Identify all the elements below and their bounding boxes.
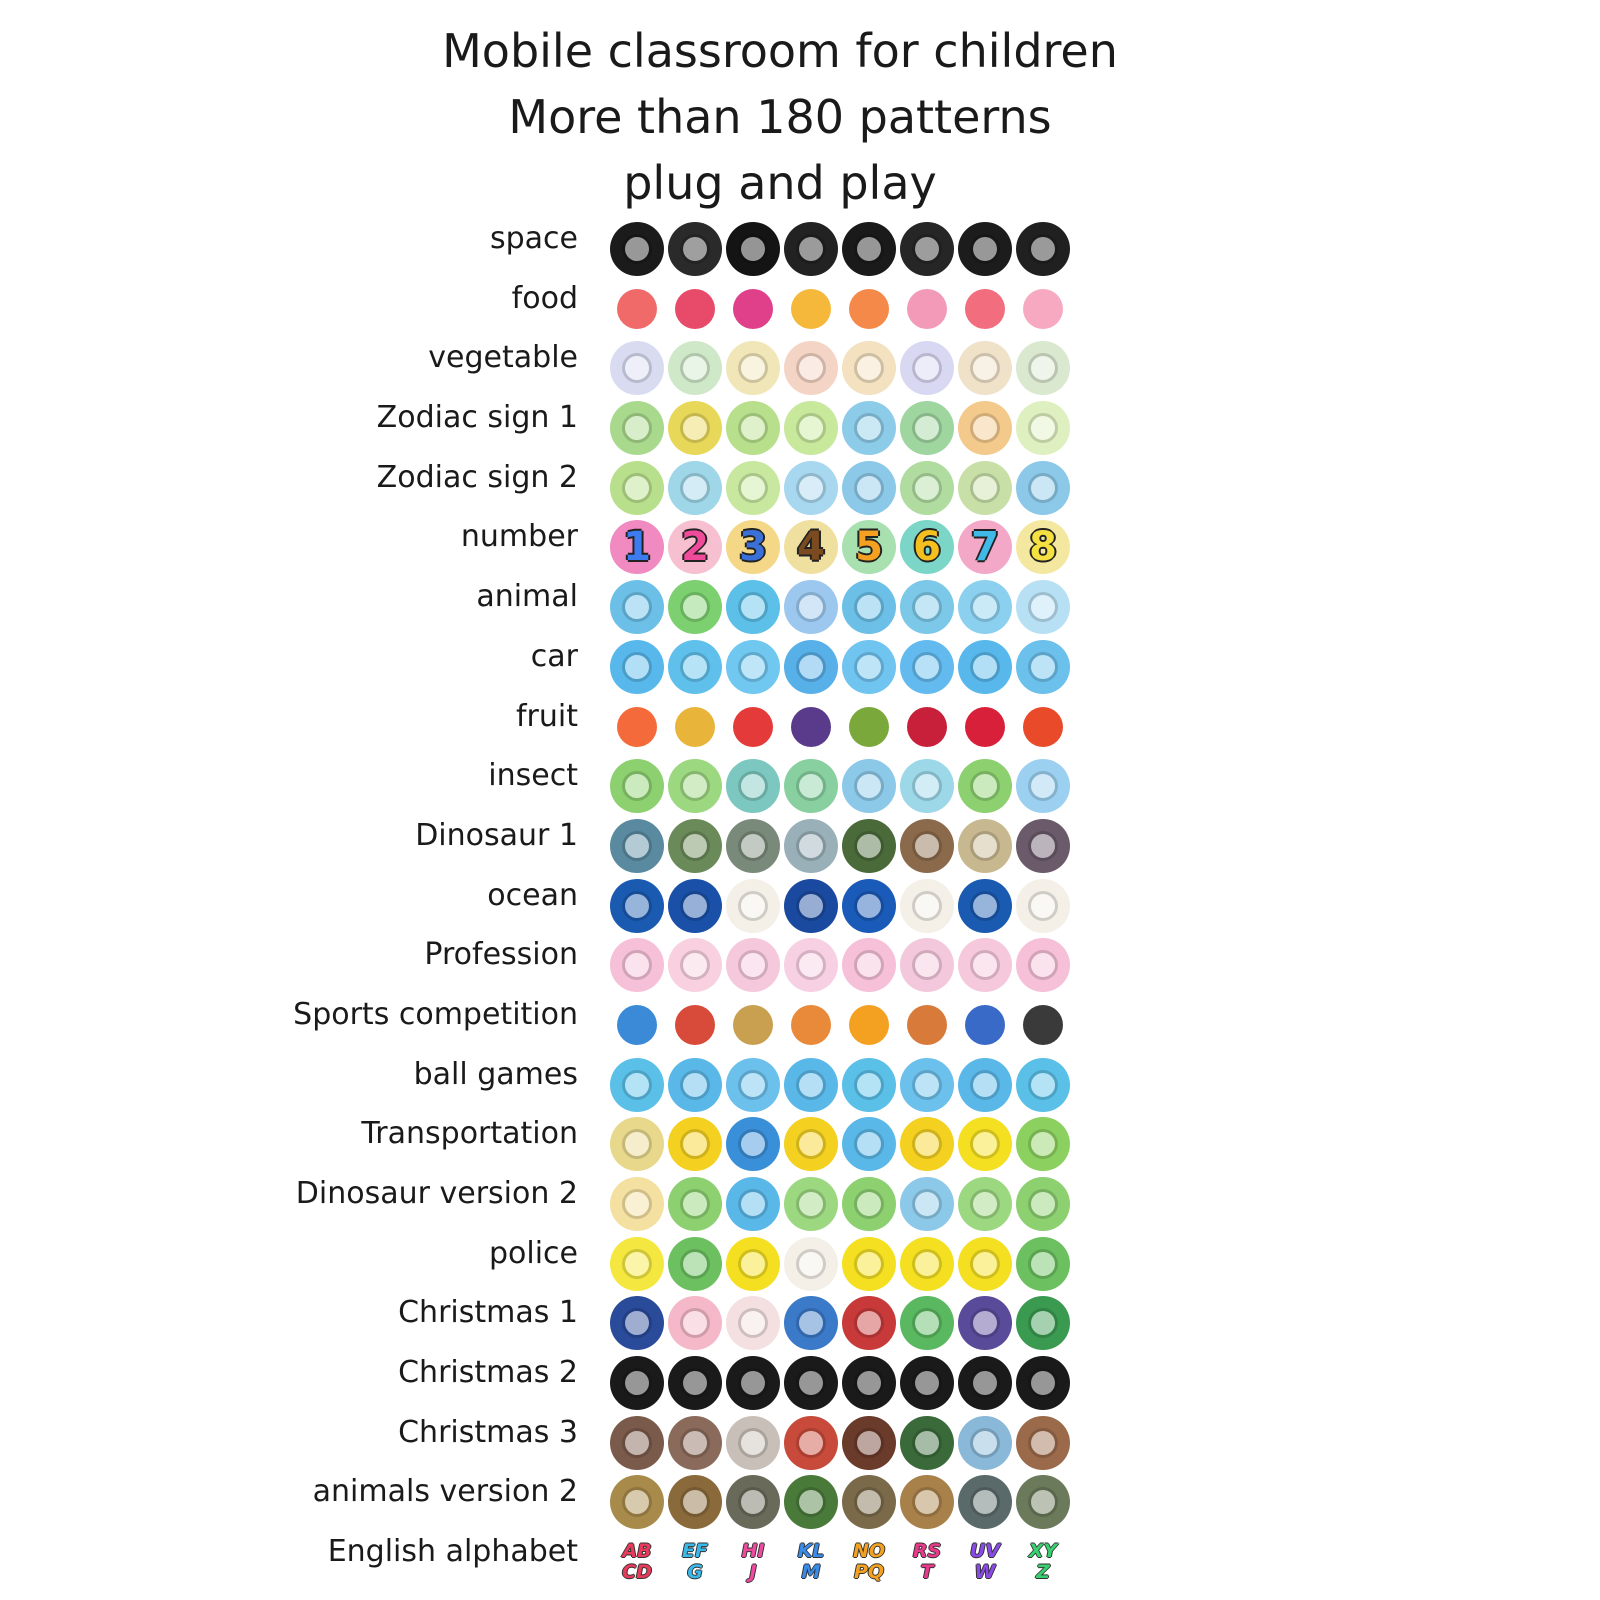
pattern-chip	[668, 1296, 722, 1350]
pattern-chip	[900, 1058, 954, 1112]
pattern-chip	[842, 1475, 896, 1529]
pattern-chip	[1016, 759, 1070, 813]
pattern-chip-set	[610, 819, 1070, 873]
pattern-chip	[900, 759, 954, 813]
pattern-chip	[1016, 1356, 1070, 1410]
pattern-chip	[610, 759, 664, 813]
category-label: Zodiac sign 1	[376, 400, 578, 436]
pattern-chip	[668, 341, 722, 395]
pattern-chip	[1016, 700, 1070, 754]
pattern-chip	[668, 401, 722, 455]
pattern-chip	[1016, 879, 1070, 933]
pattern-chip	[900, 1416, 954, 1470]
pattern-chip	[842, 1356, 896, 1410]
pattern-chip: EF G	[682, 1540, 708, 1584]
category-label: food	[511, 280, 578, 316]
pattern-chip: 7	[958, 520, 1012, 574]
pattern-chip	[726, 700, 780, 754]
pattern-row	[0, 338, 1600, 398]
pattern-chip-set	[610, 461, 1070, 515]
category-label: Christmas 2	[398, 1355, 578, 1391]
pattern-chip	[842, 282, 896, 336]
pattern-chip	[668, 998, 722, 1052]
pattern-chip	[842, 1296, 896, 1350]
pattern-chip	[842, 1058, 896, 1112]
pattern-row	[0, 816, 1600, 876]
pattern-chip	[958, 1475, 1012, 1529]
pattern-chip	[842, 879, 896, 933]
pattern-row	[0, 517, 1600, 577]
pattern-chip	[900, 998, 954, 1052]
category-label: English alphabet	[327, 1534, 578, 1570]
pattern-chip	[1016, 1296, 1070, 1350]
pattern-chip	[726, 759, 780, 813]
pattern-chip	[784, 938, 838, 992]
pattern-chip	[958, 640, 1012, 694]
pattern-row	[0, 876, 1600, 936]
pattern-row	[0, 1353, 1600, 1413]
pattern-chip	[726, 282, 780, 336]
pattern-chip	[726, 1237, 780, 1291]
pattern-chip	[668, 222, 722, 276]
pattern-chip	[958, 1237, 1012, 1291]
pattern-chip	[610, 1416, 664, 1470]
pattern-chip-set	[610, 222, 1070, 276]
category-label: animal	[476, 579, 578, 615]
pattern-chip	[842, 938, 896, 992]
pattern-chip	[958, 759, 1012, 813]
pattern-chip	[726, 938, 780, 992]
pattern-chip-set	[610, 938, 1070, 992]
pattern-chip	[1016, 222, 1070, 276]
pattern-chip	[1016, 998, 1070, 1052]
category-label: ball games	[413, 1056, 578, 1092]
pattern-chip	[958, 1356, 1012, 1410]
pattern-chip	[784, 879, 838, 933]
pattern-chip: HI J	[741, 1540, 765, 1584]
pattern-chip	[784, 401, 838, 455]
category-label: ocean	[487, 877, 578, 913]
pattern-chip	[958, 282, 1012, 336]
pattern-chip	[668, 282, 722, 336]
pattern-chip	[784, 1475, 838, 1529]
pattern-row	[0, 1472, 1600, 1532]
pattern-chip-set	[610, 282, 1070, 336]
pattern-chip	[610, 700, 664, 754]
pattern-chip-set	[610, 1475, 1070, 1529]
pattern-row	[0, 1055, 1600, 1115]
pattern-chip	[784, 1177, 838, 1231]
pattern-chip	[668, 1475, 722, 1529]
pattern-chip	[1016, 1416, 1070, 1470]
pattern-chip	[726, 401, 780, 455]
pattern-chip	[784, 1117, 838, 1171]
pattern-chip	[610, 222, 664, 276]
pattern-chip-set	[610, 640, 1070, 694]
pattern-row	[0, 1114, 1600, 1174]
pattern-chip	[958, 1416, 1012, 1470]
pattern-chip	[668, 461, 722, 515]
pattern-chip	[1016, 1058, 1070, 1112]
category-label: Dinosaur 1	[415, 817, 578, 853]
pattern-chip	[958, 1058, 1012, 1112]
pattern-chip	[668, 580, 722, 634]
pattern-chip-set	[610, 700, 1070, 754]
pattern-chip	[784, 819, 838, 873]
pattern-chip	[842, 580, 896, 634]
pattern-chip	[726, 1058, 780, 1112]
pattern-chip-set	[610, 520, 1070, 574]
pattern-chip	[842, 341, 896, 395]
pattern-chip-set	[610, 1237, 1070, 1291]
pattern-chip-set	[610, 998, 1070, 1052]
pattern-chip	[900, 341, 954, 395]
pattern-chip	[726, 819, 780, 873]
pattern-chip	[842, 640, 896, 694]
pattern-chip	[958, 1177, 1012, 1231]
pattern-chip	[784, 1058, 838, 1112]
pattern-row	[0, 995, 1600, 1055]
pattern-chip	[726, 461, 780, 515]
pattern-chip	[726, 1416, 780, 1470]
pattern-row	[0, 1413, 1600, 1473]
pattern-chip	[1016, 1475, 1070, 1529]
pattern-chip-set	[610, 1416, 1070, 1470]
pattern-chip	[726, 1177, 780, 1231]
pattern-chip	[668, 700, 722, 754]
pattern-chip	[1016, 640, 1070, 694]
category-label: Zodiac sign 2	[376, 459, 578, 495]
pattern-chip	[726, 1356, 780, 1410]
pattern-chip	[784, 1356, 838, 1410]
pattern-chip	[900, 580, 954, 634]
pattern-chip	[958, 938, 1012, 992]
pattern-chip	[610, 1177, 664, 1231]
pattern-chip	[610, 879, 664, 933]
headline-primary: Mobile classroom for children	[442, 24, 1118, 78]
pattern-chip	[842, 1117, 896, 1171]
pattern-chip	[610, 819, 664, 873]
category-label: Sports competition	[293, 996, 578, 1032]
pattern-chip	[610, 1475, 664, 1529]
pattern-chip-set	[610, 1296, 1070, 1350]
pattern-chip	[610, 1058, 664, 1112]
pattern-chip	[1016, 1117, 1070, 1171]
category-label: police	[488, 1235, 578, 1271]
pattern-chip	[610, 341, 664, 395]
pattern-chip	[784, 580, 838, 634]
category-label: insect	[488, 758, 578, 794]
pattern-chip: 6	[900, 520, 954, 574]
pattern-chip	[900, 401, 954, 455]
pattern-chip	[842, 1416, 896, 1470]
pattern-chip-set	[610, 341, 1070, 395]
pattern-chip-set	[610, 879, 1070, 933]
pattern-chip	[784, 282, 838, 336]
pattern-chip	[784, 640, 838, 694]
pattern-chip	[610, 401, 664, 455]
pattern-chip	[900, 1237, 954, 1291]
pattern-chip	[668, 1058, 722, 1112]
pattern-chip	[784, 1237, 838, 1291]
category-label: car	[530, 638, 578, 674]
pattern-chip	[668, 1177, 722, 1231]
pattern-chip	[668, 819, 722, 873]
pattern-row	[0, 279, 1600, 339]
category-label: Transportation	[361, 1116, 578, 1152]
pattern-chip: UV W	[969, 1540, 1001, 1584]
pattern-chip	[958, 401, 1012, 455]
pattern-chip	[726, 1117, 780, 1171]
pattern-chip	[784, 341, 838, 395]
pattern-chip	[668, 879, 722, 933]
pattern-chip	[1016, 938, 1070, 992]
pattern-chip	[958, 1296, 1012, 1350]
pattern-chip	[784, 998, 838, 1052]
pattern-chip	[900, 222, 954, 276]
pattern-chip	[784, 1416, 838, 1470]
pattern-chip	[784, 461, 838, 515]
pattern-chip	[610, 1356, 664, 1410]
pattern-row	[0, 577, 1600, 637]
pattern-chip	[784, 700, 838, 754]
pattern-row	[0, 697, 1600, 757]
pattern-chip	[900, 1296, 954, 1350]
pattern-chip	[900, 1177, 954, 1231]
category-label: animals version 2	[312, 1474, 578, 1510]
pattern-chip	[610, 938, 664, 992]
pattern-chip	[726, 222, 780, 276]
pattern-chip: 8	[1016, 520, 1070, 574]
pattern-chip	[1016, 401, 1070, 455]
category-label: number	[460, 519, 578, 555]
pattern-chip	[1016, 580, 1070, 634]
pattern-grid	[0, 219, 1600, 1592]
pattern-chip	[958, 580, 1012, 634]
category-label: Profession	[424, 937, 578, 973]
pattern-chip	[610, 282, 664, 336]
pattern-chip: 4	[784, 520, 838, 574]
pattern-chip	[842, 700, 896, 754]
pattern-chip	[784, 759, 838, 813]
pattern-chip-set	[610, 401, 1070, 455]
pattern-chip-set	[610, 1058, 1070, 1112]
pattern-chip	[668, 1117, 722, 1171]
pattern-chip	[842, 222, 896, 276]
pattern-chip	[842, 1237, 896, 1291]
pattern-row	[0, 935, 1600, 995]
pattern-chip	[900, 1475, 954, 1529]
pattern-chip	[900, 879, 954, 933]
pattern-chip-set	[610, 1356, 1070, 1410]
pattern-chip	[958, 341, 1012, 395]
pattern-chip	[958, 700, 1012, 754]
category-label: Christmas 3	[398, 1414, 578, 1450]
pattern-chip-set	[610, 1177, 1070, 1231]
pattern-chip	[1016, 461, 1070, 515]
pattern-chip	[726, 580, 780, 634]
pattern-chip-set	[610, 1535, 1070, 1589]
pattern-chip	[610, 1296, 664, 1350]
pattern-chip	[958, 222, 1012, 276]
pattern-chip: 5	[842, 520, 896, 574]
pattern-chip	[610, 1237, 664, 1291]
pattern-chip	[610, 998, 664, 1052]
pattern-chip: 3	[726, 520, 780, 574]
pattern-row	[0, 1293, 1600, 1353]
pattern-chip	[1016, 282, 1070, 336]
category-label: Dinosaur version 2	[295, 1176, 578, 1211]
pattern-chip	[900, 938, 954, 992]
pattern-row	[0, 219, 1600, 279]
pattern-chip	[726, 341, 780, 395]
pattern-chip	[842, 401, 896, 455]
pattern-chip	[842, 461, 896, 515]
pattern-chip	[900, 640, 954, 694]
pattern-row	[0, 1234, 1600, 1294]
pattern-chip	[610, 1117, 664, 1171]
pattern-chip	[1016, 1177, 1070, 1231]
pattern-chip	[842, 1177, 896, 1231]
pattern-chip: RS T	[912, 1540, 942, 1584]
pattern-row	[0, 1174, 1600, 1234]
pattern-row	[0, 398, 1600, 458]
pattern-chip: 2	[668, 520, 722, 574]
pattern-chip: XY Z	[1028, 1540, 1058, 1584]
pattern-chip	[900, 1356, 954, 1410]
pattern-chip	[668, 759, 722, 813]
pattern-chip-set	[610, 759, 1070, 813]
pattern-chip	[958, 879, 1012, 933]
pattern-chip	[610, 580, 664, 634]
headline-tertiary: plug and play	[623, 156, 937, 210]
pattern-chip	[900, 700, 954, 754]
pattern-chip: 1	[610, 520, 664, 574]
pattern-chip: NO PQ	[852, 1540, 886, 1584]
category-label: Christmas 1	[398, 1295, 578, 1331]
pattern-chip	[842, 759, 896, 813]
pattern-chip	[958, 1117, 1012, 1171]
pattern-row	[0, 458, 1600, 518]
pattern-row	[0, 637, 1600, 697]
pattern-chip-set	[610, 1117, 1070, 1171]
pattern-chip	[958, 998, 1012, 1052]
pattern-chip	[1016, 819, 1070, 873]
category-label: vegetable	[428, 340, 578, 376]
pattern-chip	[726, 1475, 780, 1529]
pattern-chip	[668, 1356, 722, 1410]
pattern-chip	[668, 938, 722, 992]
pattern-chip	[842, 998, 896, 1052]
pattern-chip	[668, 1416, 722, 1470]
pattern-chip	[726, 1296, 780, 1350]
pattern-chip-set	[610, 580, 1070, 634]
category-label: space	[489, 221, 578, 256]
pattern-chip	[900, 461, 954, 515]
pattern-chip: KL M	[797, 1540, 825, 1584]
pattern-chip	[668, 640, 722, 694]
pattern-chip	[1016, 1237, 1070, 1291]
category-label: fruit	[515, 698, 578, 734]
pattern-chip	[784, 1296, 838, 1350]
pattern-chip: AB CD	[622, 1540, 652, 1584]
pattern-chip	[610, 461, 664, 515]
pattern-chip	[900, 282, 954, 336]
pattern-chip	[726, 640, 780, 694]
pattern-chip	[610, 640, 664, 694]
pattern-chip	[784, 222, 838, 276]
pattern-row	[0, 1532, 1600, 1592]
pattern-chip	[842, 819, 896, 873]
pattern-chip	[958, 461, 1012, 515]
pattern-chip	[726, 879, 780, 933]
pattern-row	[0, 756, 1600, 816]
headline-secondary: More than 180 patterns	[508, 90, 1052, 144]
pattern-chip	[726, 998, 780, 1052]
pattern-chip	[900, 1117, 954, 1171]
pattern-chip	[900, 819, 954, 873]
pattern-chip	[958, 819, 1012, 873]
pattern-chip	[1016, 341, 1070, 395]
pattern-chip	[668, 1237, 722, 1291]
